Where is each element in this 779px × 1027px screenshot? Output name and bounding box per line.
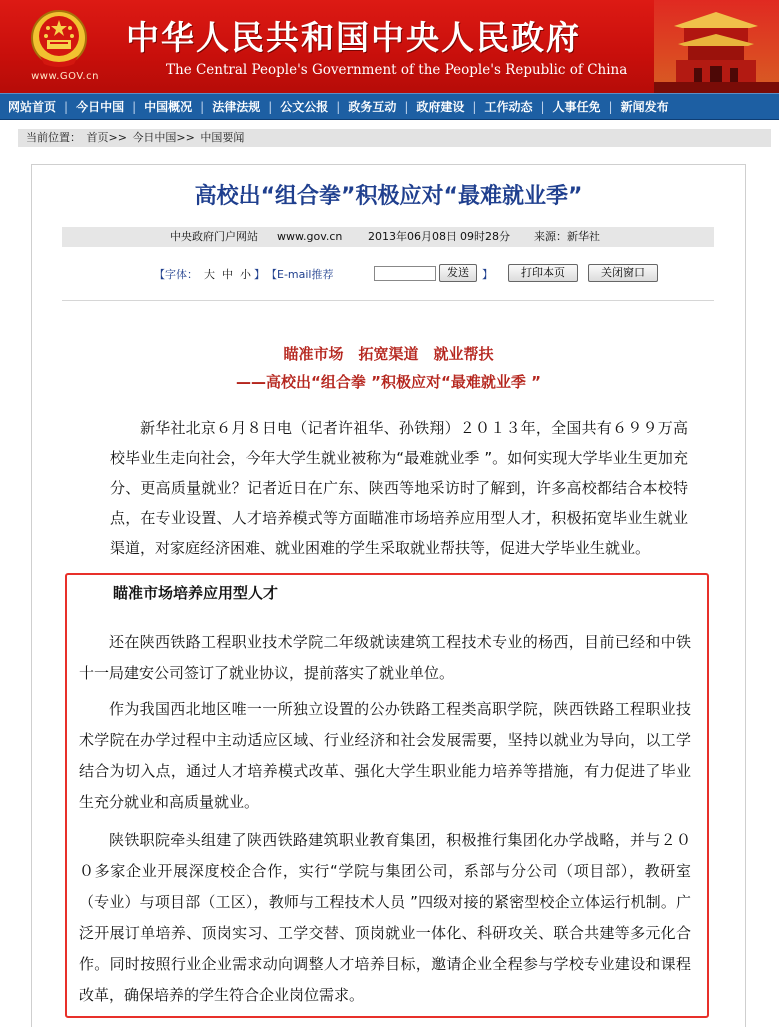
print-page-button[interactable]: 打印本页 [508, 264, 578, 282]
meta-source: 来源：新华社 [534, 230, 600, 243]
nav-item-documents[interactable]: 公文公报 [280, 100, 329, 114]
site-title-cn: 中华人民共和国中央人民政府 [126, 18, 581, 57]
font-small-link[interactable]: 小 [240, 268, 251, 281]
article-intro-paragraph: 新华社北京６月８日电（记者许祖华、孙铁翔）２０１３年，全国共有６９９万高校毕业生走向社会，今年大学生就业被称为“最难就业季 ”。如何实现大学毕业生更加充分、更高质量就业？记者近日在广东、陕西等地采访时了解到，许多高校都结合本校特点，在专业设置、人才培养模式等方面瞄准市场培养应用型人才，积极拓宽毕业生就业渠道，对家庭经济困难、就业困难的学生采取就业帮扶等，促进大学毕业生就业。 [110, 419, 688, 557]
nav-item-government-building[interactable]: 政府建设 [416, 100, 465, 114]
breadcrumb [18, 129, 771, 147]
close-window-button[interactable]: 关闭窗口 [588, 264, 658, 282]
divider [62, 300, 714, 301]
nav-item-press-release[interactable]: 新闻发布 [620, 100, 669, 114]
nav-item-appointments[interactable]: 人事任免 [552, 100, 601, 114]
article-subtitle-2: ——高校出“组合拳 ”积极应对“最难就业季 ” [236, 373, 541, 391]
nav-separator: | [472, 99, 477, 114]
breadcrumb-china-news[interactable]: 中国要闻 [200, 131, 245, 144]
nav-separator: | [132, 99, 137, 114]
nav-separator: | [268, 99, 273, 114]
meta-date: 2013年06月08日 [368, 230, 457, 243]
nav-item-home[interactable]: 网站首页 [8, 100, 57, 114]
nav-item-laws[interactable]: 法律法规 [212, 100, 261, 114]
font-size-label: 【字体： [154, 268, 198, 281]
breadcrumb-today-china[interactable]: 今日中国>> [132, 131, 195, 144]
nav-item-today-china[interactable]: 今日中国 [76, 100, 125, 114]
nav-item-china-overview[interactable]: 中国概况 [144, 100, 193, 114]
article-tools [62, 263, 714, 283]
meta-site-url: www.gov.cn [277, 230, 343, 243]
meta-time: 09时28分 [460, 230, 510, 243]
site-header [0, 0, 779, 93]
section-paragraph: 陕铁职院牵头组建了陕西铁路建筑职业教育集团，积极推行集团化办学战略，并与２００多家企业开展深度校企合作，实行“学院与集团公司，系部与分公司（项目部），教研室（专业）与项目部（工区），教师与工程技术人员 ”四级对接的紧密型校企立体运行机制。广泛开展订单培养、顶岗实习、工学交替、顶岗就业一体化、科研攻关、联合共建等多元化合作。同时按照行业企业需求动向调整人才培养目标，邀请企业全程参与学校专业建设和课程改革，确保培养的学生符合企业岗位需求。 [79, 831, 691, 1004]
breadcrumb-home[interactable]: 首页>> [86, 131, 127, 144]
font-medium-link[interactable]: 中 [222, 268, 233, 281]
nav-separator: | [608, 99, 613, 114]
site-title-en: The Central People's Government of the People's Republic of China [166, 62, 628, 78]
national-emblem-icon[interactable] [30, 8, 88, 70]
font-large-link[interactable]: 大 [204, 268, 215, 281]
section-paragraph: 作为我国西北地区唯一一所独立设置的公办铁路工程类高职学院，陕西铁路工程职业技术学院在办学过程中主动适应区域、行业经济和社会发展需要，坚持以就业为导向，以工学结合为切入点，通过人才培养模式改革、强化大学生职业能力培养等措施，有力促进了毕业生充分就业和高质量就业。 [79, 700, 691, 811]
nav-separator: | [200, 99, 205, 114]
nav-separator: | [540, 99, 545, 114]
nav-item-work-news[interactable]: 工作动态 [484, 100, 533, 114]
nav-separator: | [336, 99, 341, 114]
section-heading: 瞄准市场培养应用型人才 [113, 584, 279, 602]
meta-source-site: 中央政府门户网站 [170, 230, 258, 243]
font-size-close: 】 [254, 268, 265, 281]
article-subtitle-1: 瞄准市场 拓宽渠道 就业帮扶 [283, 345, 494, 363]
email-close: 】 [482, 268, 493, 281]
main-nav [0, 93, 779, 120]
article-title: 高校出“组合拳”积极应对“最难就业季” [194, 184, 583, 209]
site-url[interactable]: www.GOV.cn [31, 71, 99, 82]
email-recommend-label: 【E-mail推荐 [266, 268, 334, 281]
article-meta [62, 227, 714, 247]
nav-separator: | [64, 99, 69, 114]
section-paragraph: 还在陕西铁路工程职业技术学院二年级就读建筑工程技术专业的杨西，目前已经和中铁十一局建安公司签订了就业协议，提前落实了就业单位。 [79, 633, 691, 682]
tiananmen-icon [654, 0, 779, 93]
nav-separator: | [404, 99, 409, 114]
email-input[interactable] [374, 266, 436, 281]
breadcrumb-prefix: 当前位置： [26, 131, 81, 144]
send-button[interactable]: 发送 [439, 264, 477, 282]
nav-item-interaction[interactable]: 政务互动 [348, 100, 397, 114]
breadcrumb-bar [0, 120, 779, 155]
